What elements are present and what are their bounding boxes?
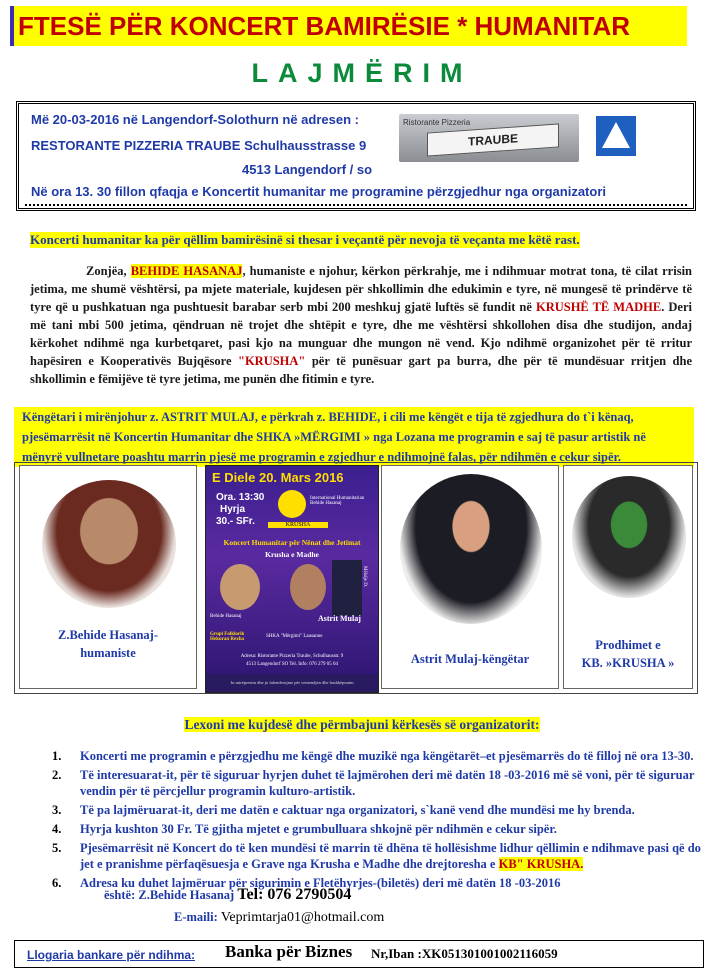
poster-side: Mëlsije D. bbox=[362, 566, 367, 588]
portrait-behide bbox=[42, 480, 176, 608]
para-body: , humaniste e njohur, kërkon përkrahje, me i ndihmuar motrat tona, të cilat rrisin jetima, me shumë vështërsi, pa mjete materiale, kujdesen për shkollimin dhe edukimin e tyre, në mungesë të prindërve të tyre që u pushkatuan nga pushtuesit barabar serb mbi 200 meshkuj gjatë luftës së fundit në bbox=[30, 264, 692, 314]
info-venue-line: RESTORANTE PIZZERIA TRAUBE Schulhausstrasse 9 bbox=[31, 138, 367, 153]
poster-footer: Ju mirëpresim dhe ju falenderojme për vemendjen dhe bashkëpunim bbox=[230, 680, 354, 685]
caption-astrit: Astrit Mulaj-këngëtar bbox=[410, 652, 530, 666]
poster-entry: Hyrja bbox=[220, 504, 246, 515]
list-item: 2. Të interesuarat-it, për të siguruar hyrjen duhet të lajmërohen deri më datën 18 -03-2016 më së voni, për të siguruar vendin për të përcjellur programin kulturo-artistik. bbox=[52, 768, 695, 798]
portrait-products bbox=[572, 476, 686, 598]
email-label: E-maili: bbox=[174, 910, 221, 924]
poster-date: E Diele 20. Mars 2016 bbox=[212, 470, 344, 485]
behide-name: BEHIDE HASANAJ bbox=[130, 264, 243, 278]
para-intro: Zonjëa, bbox=[86, 264, 131, 278]
poster-org: International Humanitarian Behide Hasanaj bbox=[310, 496, 365, 506]
contact-line bbox=[104, 886, 351, 904]
purpose-statement: Koncerti humanitar ka për qëllim bamirësinë si thesar i veçantë për nevoja të veçanta me këtë rast. bbox=[30, 232, 580, 247]
place-name: KRUSHË TË MADHE bbox=[535, 300, 662, 314]
instructions-list bbox=[52, 748, 702, 894]
poster-photo-3 bbox=[332, 560, 362, 616]
singers-paragraph: Këngëtari i mirënjohur z. ASTRIT MULAJ, e përkrah z. BEHIDE, i cili me këngët e tija të zgjedhura do t`i kënaq, pjesëmarrësit në Koncertin Humanitar dhe SHKA »MËRGIMI » nga Lozana me programin e saj të pasur artistik në mënyrë vullnetare poashtu marrin pjesë me programin e zgjedhur e ndihmojnë falas, për ndihmën e cekur sipër. bbox=[14, 407, 694, 467]
photo-behide bbox=[19, 465, 197, 689]
coop-name: "KRUSHA" bbox=[238, 354, 306, 368]
poster-price: 30.- SFr. bbox=[216, 516, 255, 527]
email-link[interactable]: Veprimtarja01@hotmail.com bbox=[220, 910, 385, 925]
list-item: 3. Të pa lajmëruarat-it, deri me datën e caktuar nga organizatori, s`kanë vend dhe mundësi me hy brenda. bbox=[52, 803, 635, 817]
event-poster bbox=[205, 465, 379, 693]
appeal-paragraph bbox=[30, 262, 692, 388]
header-title: FTESË PËR KONCERT BAMIRËSIE * HUMANITAR bbox=[10, 6, 687, 46]
caption-products: Prodhimet e KB. »KRUSHA » bbox=[581, 638, 675, 670]
para-body-3: për të punësuar gart pa burra, dhe për të mundësuar rritjen dhe shkollimin e fëmijëve të tyre jetima, me punën dhe fitimin e tyre. bbox=[30, 354, 692, 386]
bank-box bbox=[14, 940, 704, 968]
list-item: 6. Adresa ku duhet lajmëruar për sigurimin e Fletëhyrjes-(biletës) deri më datën 18 -03-2016 bbox=[52, 876, 561, 890]
photo-strip bbox=[14, 462, 698, 694]
poster-line1: Koncert Humanitar për Nënat dhe Jetimat bbox=[223, 538, 361, 547]
poster-singer: Astrit Mulaj bbox=[318, 614, 361, 623]
portrait-astrit bbox=[400, 474, 542, 624]
list-item: 4. Hyrja kushton 30 Fr. Të gjitha mjetet e grumbulluara shkojnë për ndihmën e cekur sipër. bbox=[52, 822, 557, 836]
poster-krusha: KRUSHA bbox=[268, 522, 328, 528]
poster-addr1: Adresa: Ristorante Pizzeria Traube, Schulhausstr. 9 bbox=[240, 654, 344, 659]
photo-products bbox=[563, 465, 693, 689]
info-city-line: 4513 Langendorf / so bbox=[242, 162, 373, 177]
bank-iban: Nr,Iban :XK051301001002116059 bbox=[371, 946, 558, 961]
list-item: 1. Koncerti me programin e përzgjedhu me këngë dhe muzikë nga këngëtarët–et pjesëmarrës do të filloj në ora 13-30. bbox=[52, 749, 694, 763]
street-sign-image bbox=[399, 114, 579, 162]
photo-astrit bbox=[381, 465, 559, 689]
list-item: 5. Pjesëmarrësit në Koncert do të ken mundësi të marrin të dhëna të hollësishme lidhur qëllimin e ndihmave pasi që do jet e pranishme përfaqësuesja e Grave nga Krusha e Madhe dhe drejtoresha e KB" KRUSHA. bbox=[52, 841, 701, 871]
pedestrian-sign-icon bbox=[594, 114, 638, 158]
sign-small-text: Ristorante Pizzeria bbox=[403, 118, 471, 127]
instructions-title: Lexoni me kujdesë dhe përmbajuni kërkesës së organizatorit: bbox=[184, 717, 540, 732]
poster-logo-icon bbox=[278, 490, 306, 518]
poster-group: Grupi Folklorik Hekuran Rexha bbox=[210, 632, 245, 642]
contact-name: është: Z.Behide Hasanaj bbox=[104, 888, 238, 902]
info-time-line: Në ora 13. 30 fillon qfaqja e Koncertit humanitar me programine përzgjedhur nga organizatori bbox=[31, 184, 606, 199]
caption-behide: Z.Behide Hasanaj- humaniste bbox=[57, 628, 158, 660]
event-info-box bbox=[16, 101, 696, 211]
kb-krusha-tag: KB" KRUSHA. bbox=[498, 857, 584, 871]
sign-plate: TRAUBE bbox=[427, 123, 559, 156]
poster-photo-1 bbox=[220, 564, 260, 610]
dotted-divider bbox=[25, 204, 687, 206]
poster-photo-2 bbox=[290, 564, 326, 610]
para-body-2: . Deri më tani mbi 500 jetima, qëndruan në trojet dhe shtëpit e tyre, dhe me vështërsi shkollohen disa dhe studijon, andaj kërkohet ndihmë nga kurbetqaret, pasi kjo na munguar dhe mungon në vend. Kjo ndihmë organizohet për të rritur hapësiren e Kooperativës Bujqësore bbox=[30, 300, 692, 368]
poster-shka: SHKA "Mërgimi" Lausanne bbox=[266, 634, 323, 639]
poster-time: Ora. 13:30 bbox=[216, 492, 265, 503]
email-line bbox=[174, 910, 384, 926]
poster-addr2: 4513 Langendorf SO Tel. Info: 076 279 05 04 bbox=[246, 662, 338, 667]
poster-line2: Krusha e Madhe bbox=[265, 550, 319, 559]
announcement-subtitle: LAJMËRIM bbox=[251, 58, 473, 88]
info-date-line: Më 20-03-2016 në Langendorf-Solothurn në adresen : bbox=[31, 112, 359, 127]
bank-name: Banka për Biznes bbox=[225, 942, 353, 961]
contact-phone: Tel: 076 2790504 bbox=[237, 886, 352, 903]
bank-label: Llogaria bankare për ndihma: bbox=[27, 948, 196, 962]
poster-guests: Behide Hasanaj bbox=[210, 614, 242, 619]
